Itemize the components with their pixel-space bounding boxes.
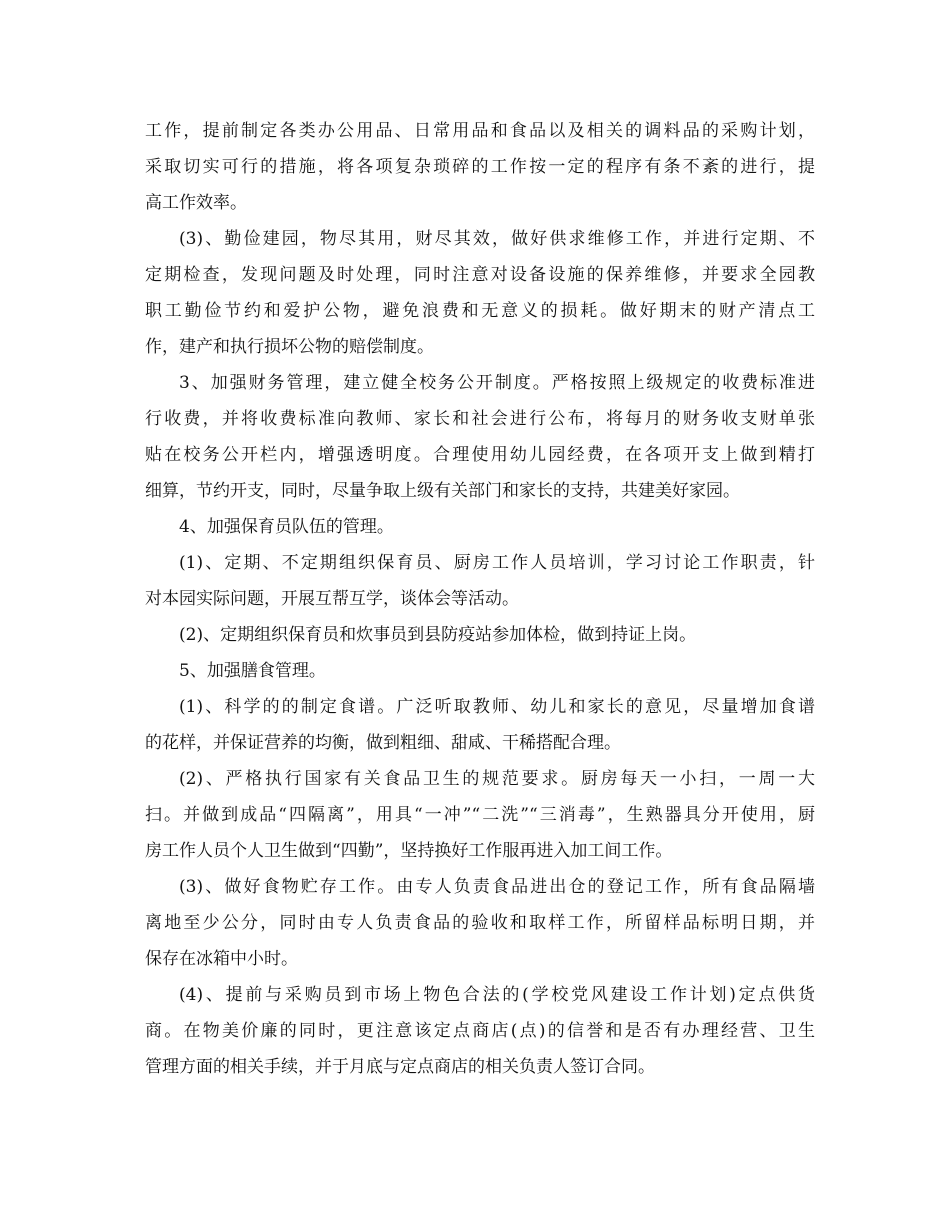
text-line: (4)、提前与采购员到市场上物色合法的(学校党风建设工作计划)定点供货 [179,985,815,1005]
text-line: 3、加强财务管理，建立健全校务公开制度。严格按照上级规定的收费标准进 [179,373,815,393]
text-line: 4、加强保育员队伍的管理。 [179,517,394,537]
text-line: 细算，节约开支，同时，尽量争取上级有关部门和家长的支持，共建美好家园。 [145,481,740,501]
paragraph [145,653,815,689]
text-line: 作，建产和执行损坏公物的赔偿制度。 [145,337,434,357]
paragraph [145,545,815,617]
paragraph [145,869,815,977]
text-line: 房工作人员个人卫生做到“四勤”，坚持换好工作服再进入加工间工作。 [145,841,673,861]
text-line: 行收费，并将收费标准向教师、家长和社会进行公布，将每月的财务收支财单张 [145,409,815,429]
text-line: 高工作效率。 [145,193,247,213]
text-line: 离地至少公分，同时由专人负责食品的验收和取样工作，所留样品标明日期，并 [145,913,815,933]
text-line: 采取切实可行的措施，将各项复杂琐碎的工作按一定的程序有条不紊的进行，提 [145,157,815,177]
paragraph [145,365,815,509]
text-line: 贴在校务公开栏内，增强透明度。合理使用幼儿园经费，在各项开支上做到精打 [145,445,815,465]
paragraph [145,689,815,761]
text-line: 保存在冰箱中小时。 [145,949,298,969]
document-body [145,113,815,1085]
paragraph [145,113,815,221]
text-line: (1)、定期、不定期组织保育员、厨房工作人员培训，学习讨论工作职责，针 [179,553,815,573]
text-line: 扫。并做到成品“四隔离”，用具“一冲”“二洗”“三消毒”，生熟器具分开使用，厨 [145,805,815,825]
text-line: 对本园实际问题，开展互帮互学，谈体会等活动。 [145,589,519,609]
paragraph [145,761,815,869]
text-line: (3)、做好食物贮存工作。由专人负责食品进出仓的登记工作，所有食品隔墙 [179,877,815,897]
text-line: (2)、严格执行国家有关食品卫生的规范要求。厨房每天一小扫，一周一大 [179,769,815,789]
paragraph [145,617,815,653]
text-line: 5、加强膳食管理。 [179,661,326,681]
text-line: 职工勤俭节约和爱护公物，避免浪费和无意义的损耗。做好期末的财产清点工 [145,301,815,321]
text-line: 商。在物美价廉的同时，更注意该定点商店(点)的信誉和是否有办理经营、卫生 [145,1021,815,1041]
text-line: 工作，提前制定各类办公用品、日常用品和食品以及相关的调料品的采购计划， [145,121,815,141]
paragraph [145,221,815,365]
text-line: 管理方面的相关手续，并于月底与定点商店的相关负责人签订合同。 [145,1057,655,1077]
text-line: 定期检查，发现问题及时处理，同时注意对设备设施的保养维修，并要求全园教 [145,265,815,285]
text-line: (1)、科学的的制定食谱。广泛听取教师、幼儿和家长的意见，尽量增加食谱 [179,697,815,717]
text-line: (3)、勤俭建园，物尽其用，财尽其效，做好供求维修工作，并进行定期、不 [179,229,815,249]
paragraph [145,509,815,545]
text-line: 的花样，并保证营养的均衡，做到粗细、甜咸、干稀搭配合理。 [145,733,621,753]
text-line: (2)、定期组织保育员和炊事员到县防疫站参加体检，做到持证上岗。 [179,625,697,645]
paragraph [145,977,815,1085]
